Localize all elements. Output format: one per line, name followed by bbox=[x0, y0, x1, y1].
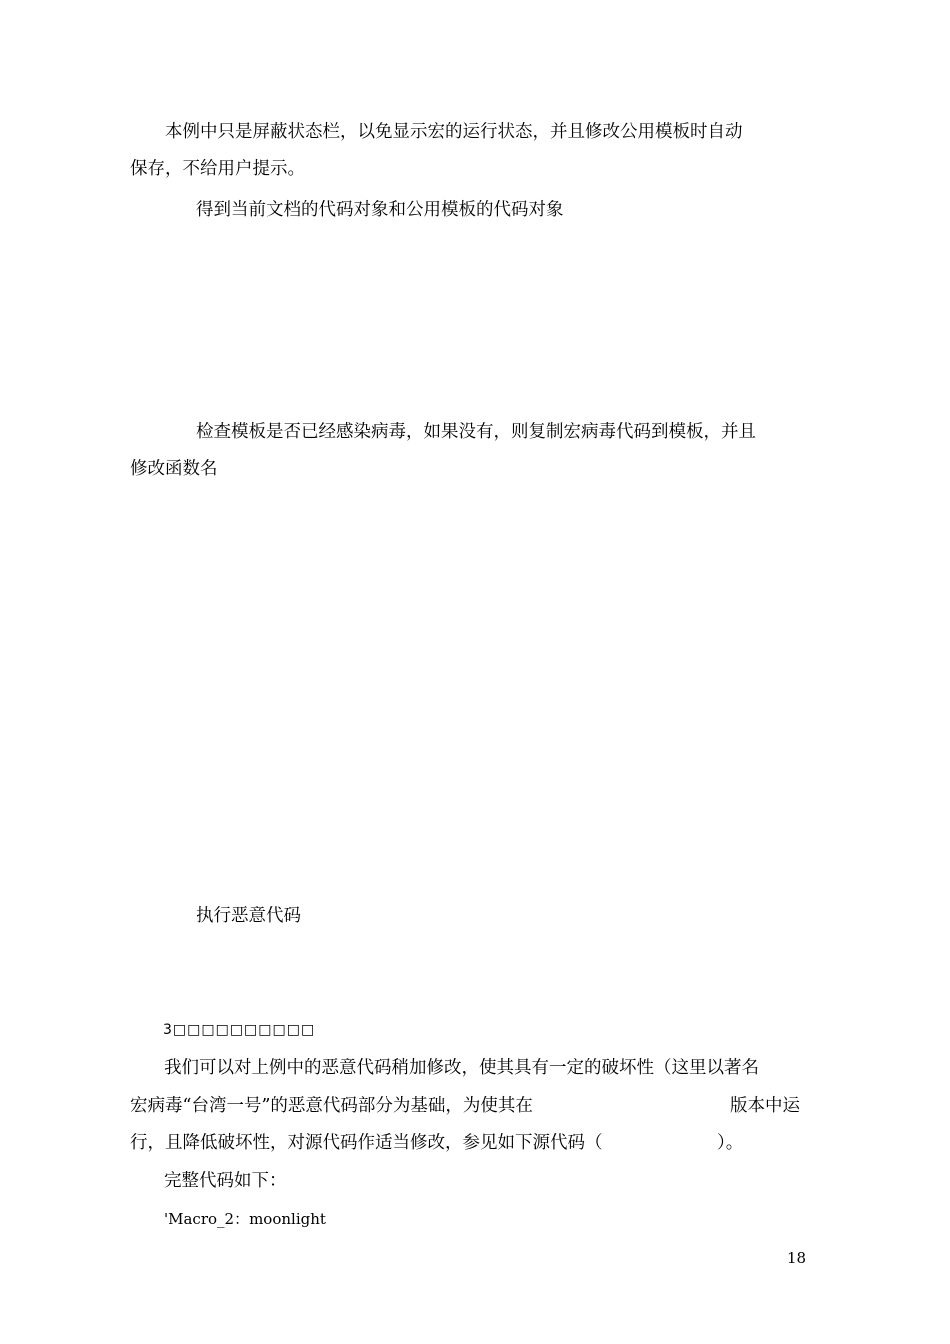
paragraph-5-line-2-start: 宏病毒“台湾一号”的恶意代码部分为基础，为使其在 bbox=[130, 1096, 533, 1116]
page-number: 18 bbox=[787, 1249, 807, 1267]
paragraph-6: 完整代码如下： bbox=[164, 1171, 287, 1191]
paragraph-5-line-3-end: ）。 bbox=[717, 1133, 744, 1153]
code-line: 'Macro_2：moonlight bbox=[164, 1210, 326, 1228]
paragraph-5-line-3-start: 行，且降低破坏性，对源代码作适当修改，参见如下源代码（ bbox=[130, 1133, 603, 1153]
paragraph-2: 得到当前文档的代码对象和公用模板的代码对象 bbox=[196, 200, 564, 220]
paragraph-3-line-2: 修改函数名 bbox=[130, 459, 218, 479]
paragraph-5-line-1: 我们可以对上例中的恶意代码稍加修改，使其具有一定的破坏性（这里以著名 bbox=[164, 1058, 759, 1078]
section-heading: 3□□□□□□□□□□ bbox=[163, 1022, 316, 1038]
paragraph-5-line-2-end: 版本中运 bbox=[730, 1096, 800, 1116]
paragraph-1-line-1: 本例中只是屏蔽状态栏，以免显示宏的运行状态，并且修改公用模板时自动 bbox=[165, 122, 743, 142]
paragraph-1-line-2: 保存，不给用户提示。 bbox=[130, 159, 305, 179]
paragraph-4: 执行恶意代码 bbox=[196, 906, 301, 926]
paragraph-3-line-1: 检查模板是否已经感染病毒，如果没有，则复制宏病毒代码到模板，并且 bbox=[196, 422, 756, 442]
